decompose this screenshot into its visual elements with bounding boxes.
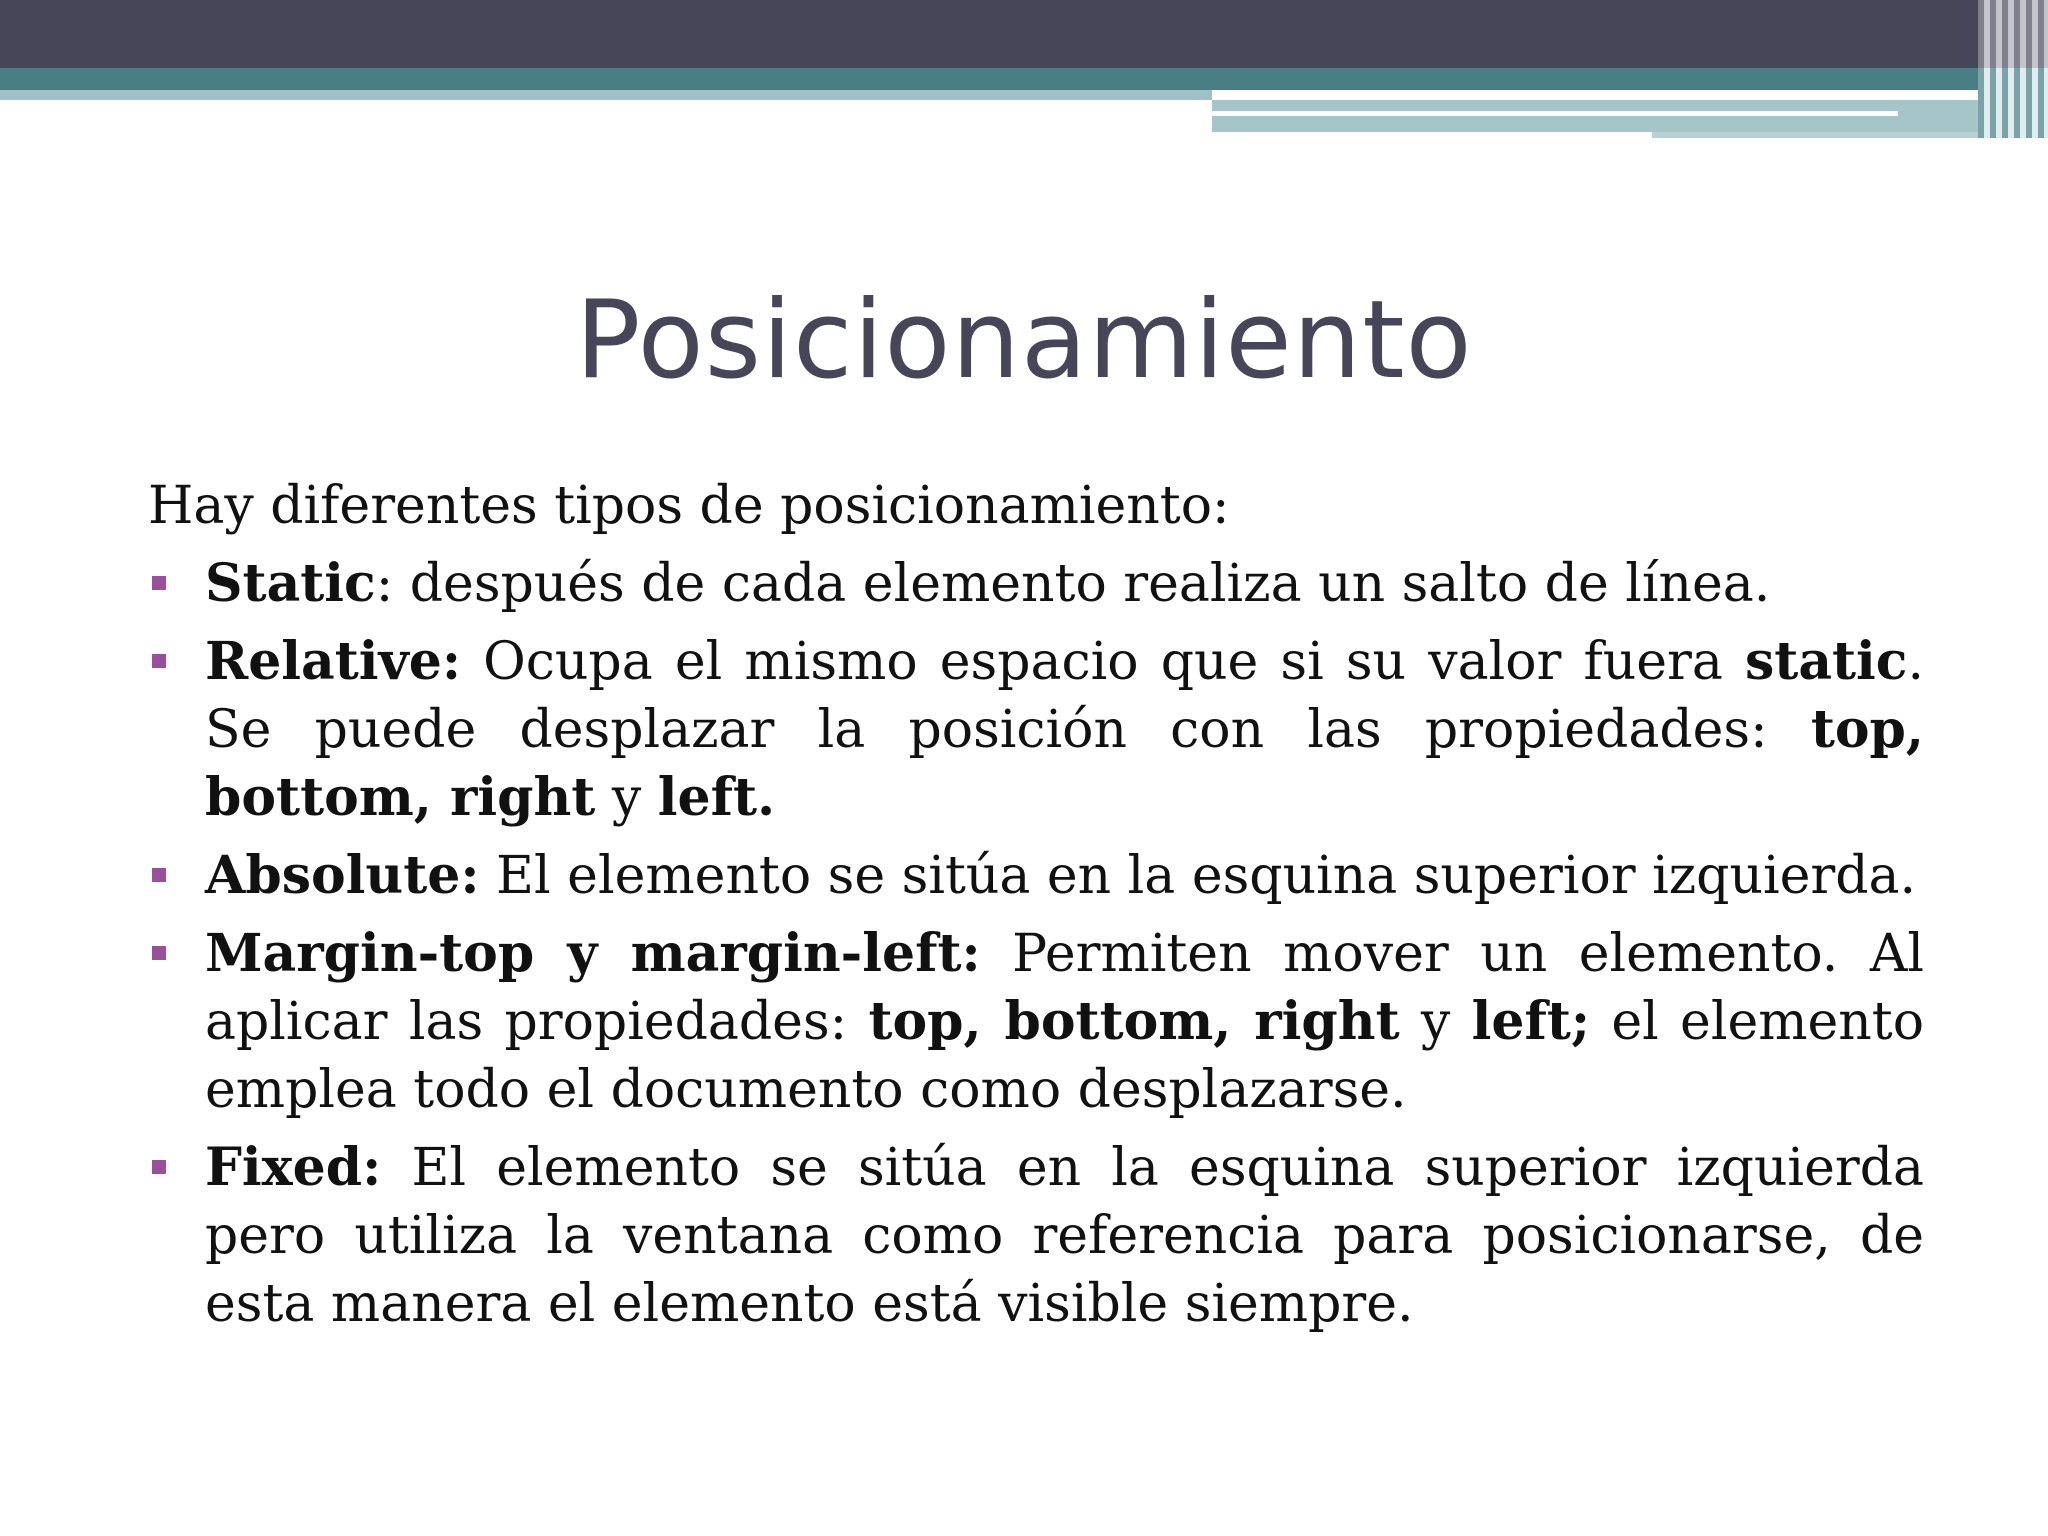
desc-relative-1: Ocupa el mismo espacio que si su valor fuera: [461, 632, 1746, 692]
desc-fixed: El elemento se sitúa en la esquina superior izquierda pero utiliza la ventana como referencia para posicionarse, de esta manera el elemento está visible siempre.: [205, 1138, 1924, 1334]
desc-static: : después de cada elemento realiza un salto de línea.: [375, 554, 1771, 614]
intro-text: Hay diferentes tipos de posicionamiento:: [148, 476, 1230, 536]
bullet-item-margin: [148, 920, 1924, 1124]
edge-stripes-lower-decoration: [1978, 68, 2048, 138]
header-light-bar-left: [0, 90, 1212, 100]
square-bullet-icon: [152, 868, 166, 882]
desc-relative-2: . Se puede desplazar la posición con las propiedades:: [205, 632, 1924, 760]
bullet-list: [148, 550, 1924, 1338]
keywords-top-bottom-right: top, bottom, right: [868, 991, 1400, 1052]
desc-margin-3: el elemento emplea todo el documento como desplazarse.: [205, 992, 1924, 1120]
term-fixed: Fixed:: [205, 1137, 382, 1198]
bullet-item-fixed: [148, 1134, 1924, 1338]
header-light-bar-right: [1212, 100, 2048, 132]
square-bullet-icon: [152, 1160, 166, 1174]
keyword-static: static: [1745, 631, 1908, 692]
slide-title: Posicionamiento: [575, 278, 1473, 403]
header-teal-bar: [0, 68, 2048, 90]
desc-margin-1: Permiten mover un elemento. Al aplicar las propiedades:: [205, 924, 1924, 1052]
header-dark-bar: [0, 0, 2048, 68]
keyword-left: left.: [657, 767, 776, 828]
header-white-stripe: [1212, 111, 1898, 116]
square-bullet-icon: [152, 576, 166, 590]
bullet-item-static: [148, 550, 1924, 618]
desc-margin-2: y: [1399, 992, 1472, 1052]
square-bullet-icon: [152, 946, 166, 960]
term-margin: Margin-top y margin-left:: [205, 923, 981, 984]
term-relative: Relative:: [205, 631, 462, 692]
keyword-left: left;: [1471, 991, 1591, 1052]
slide-body: [148, 472, 1924, 1348]
term-static: Static: [205, 553, 376, 614]
desc-absolute: El elemento se sitúa en la esquina superior izquierda.: [479, 846, 1917, 906]
square-bullet-icon: [152, 654, 166, 668]
bullet-item-relative: [148, 628, 1924, 832]
term-absolute: Absolute:: [205, 845, 480, 906]
bullet-item-absolute: [148, 842, 1924, 910]
keywords-top-bottom-right: top, bottom, right: [205, 699, 1924, 828]
desc-relative-3: y: [595, 768, 658, 828]
